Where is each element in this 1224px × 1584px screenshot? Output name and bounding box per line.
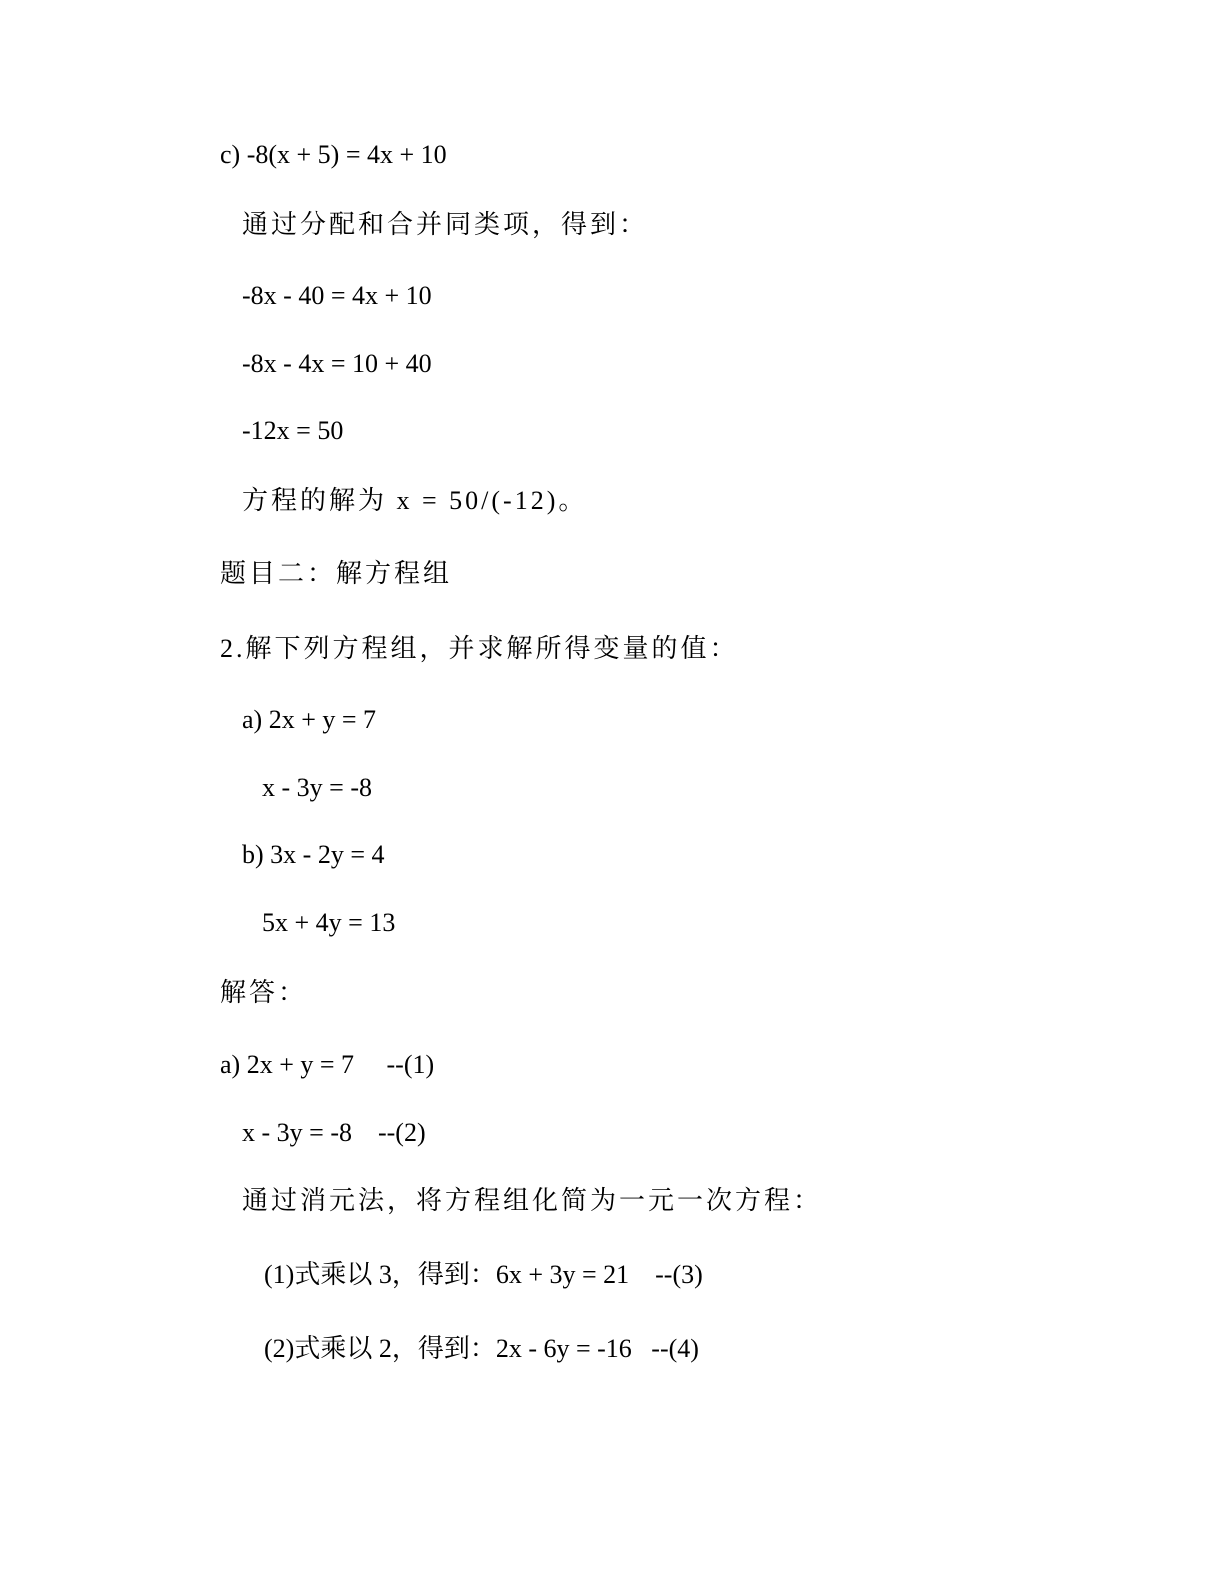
- answer-equation-line: a) 2x + y = 7 --(1): [220, 1050, 435, 1079]
- equation-step-line: -12x = 50: [242, 416, 344, 445]
- step-line: (2)式乘以 2，得到：2x - 6y = -16 --(4): [264, 1334, 699, 1363]
- solution-line: 方程的解为 x = 50/(-12)。: [242, 486, 588, 515]
- answer-heading: 解答：: [220, 978, 308, 1007]
- system-a-line: x - 3y = -8: [262, 773, 372, 802]
- equation-step-line: -8x - 4x = 10 + 40: [242, 349, 432, 378]
- step-line: (1)式乘以 3，得到：6x + 3y = 21 --(3): [264, 1260, 703, 1289]
- section-heading: 题目二：解方程组: [220, 559, 453, 588]
- system-a-line: a) 2x + y = 7: [242, 705, 377, 734]
- answer-equation-line: x - 3y = -8 --(2): [242, 1118, 426, 1147]
- system-b-line: 5x + 4y = 13: [262, 908, 396, 937]
- question-line: 2.解下列方程组，并求解所得变量的值：: [220, 634, 739, 663]
- explanation-line: 通过分配和合并同类项，得到：: [242, 210, 649, 239]
- method-line: 通过消元法，将方程组化简为一元一次方程：: [242, 1186, 823, 1215]
- equation-c-line: c) -8(x + 5) = 4x + 10: [220, 140, 447, 169]
- equation-step-line: -8x - 40 = 4x + 10: [242, 281, 432, 310]
- system-b-line: b) 3x - 2y = 4: [242, 840, 385, 869]
